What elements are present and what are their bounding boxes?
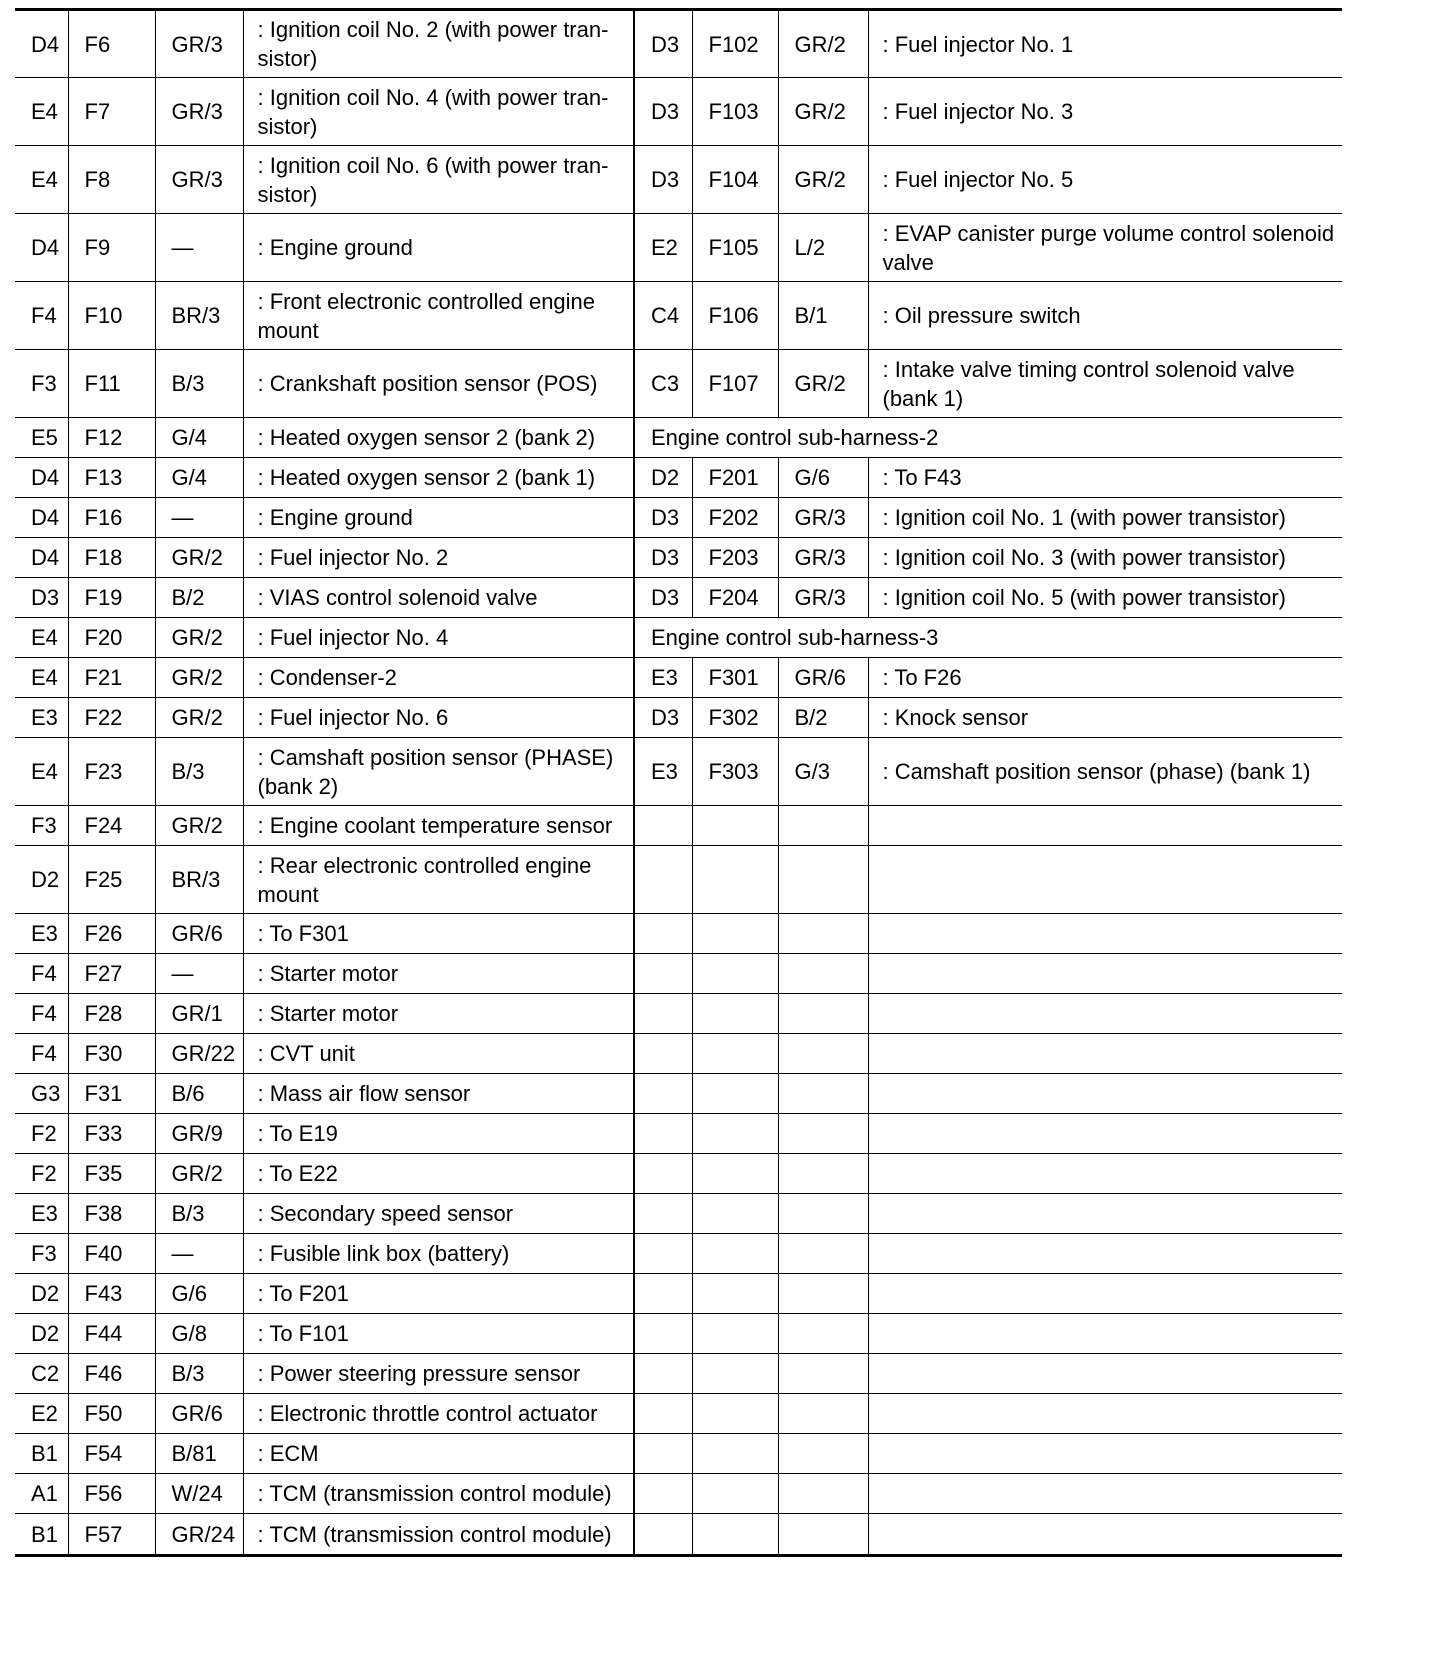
empty-cell bbox=[868, 806, 1342, 846]
connector-no-cell: F54 bbox=[68, 1434, 155, 1474]
grid-ref-cell: D3 bbox=[634, 78, 692, 146]
connector-no-cell: F20 bbox=[68, 618, 155, 658]
table-row bbox=[15, 214, 1342, 282]
empty-cell bbox=[868, 1194, 1342, 1234]
empty-cell bbox=[634, 1034, 692, 1074]
table-row bbox=[15, 1034, 1342, 1074]
grid-ref-cell: C2 bbox=[15, 1354, 68, 1394]
table-row bbox=[15, 418, 1342, 458]
connector-spec-cell: B/3 bbox=[155, 1354, 243, 1394]
description-cell: : Mass air flow sensor bbox=[243, 1074, 634, 1114]
grid-ref-cell: E2 bbox=[15, 1394, 68, 1434]
connector-no-cell: F6 bbox=[68, 10, 155, 78]
table-row bbox=[15, 618, 1342, 658]
grid-ref-cell: E4 bbox=[15, 658, 68, 698]
description-cell: : Fuel injector No. 3 bbox=[868, 78, 1342, 146]
connector-spec-cell: GR/22 bbox=[155, 1034, 243, 1074]
connector-spec-cell: G/4 bbox=[155, 458, 243, 498]
empty-cell bbox=[868, 1274, 1342, 1314]
table-row bbox=[15, 1314, 1342, 1354]
connector-spec-cell: B/2 bbox=[778, 698, 868, 738]
grid-ref-cell: D4 bbox=[15, 10, 68, 78]
empty-cell bbox=[868, 1154, 1342, 1194]
connector-spec-cell: B/6 bbox=[155, 1074, 243, 1114]
connector-spec-cell: GR/2 bbox=[778, 10, 868, 78]
empty-cell bbox=[634, 1114, 692, 1154]
grid-ref-cell: E3 bbox=[15, 914, 68, 954]
description-cell: : Ignition coil No. 4 (with power tran- sistor) bbox=[243, 78, 634, 146]
empty-cell bbox=[778, 1154, 868, 1194]
connector-no-cell: F201 bbox=[692, 458, 778, 498]
empty-cell bbox=[778, 1274, 868, 1314]
description-cell: : Condenser-2 bbox=[243, 658, 634, 698]
grid-ref-cell: D3 bbox=[634, 498, 692, 538]
grid-ref-cell: A1 bbox=[15, 1474, 68, 1514]
grid-ref-cell: D4 bbox=[15, 458, 68, 498]
connector-no-cell: F26 bbox=[68, 914, 155, 954]
connector-no-cell: F104 bbox=[692, 146, 778, 214]
description-cell: : Engine ground bbox=[243, 214, 634, 282]
connector-spec-cell: B/3 bbox=[155, 738, 243, 806]
empty-cell bbox=[692, 1234, 778, 1274]
description-cell: : To E22 bbox=[243, 1154, 634, 1194]
table-row bbox=[15, 994, 1342, 1034]
description-cell: : TCM (transmission control module) bbox=[243, 1474, 634, 1514]
description-cell: : Oil pressure switch bbox=[868, 282, 1342, 350]
empty-cell bbox=[692, 1154, 778, 1194]
empty-cell bbox=[868, 954, 1342, 994]
connector-no-cell: F30 bbox=[68, 1034, 155, 1074]
grid-ref-cell: B1 bbox=[15, 1514, 68, 1556]
grid-ref-cell: E2 bbox=[634, 214, 692, 282]
connector-spec-cell: G/8 bbox=[155, 1314, 243, 1354]
description-cell: : Knock sensor bbox=[868, 698, 1342, 738]
description-cell: : Ignition coil No. 5 (with power transistor) bbox=[868, 578, 1342, 618]
grid-ref-cell: E3 bbox=[15, 1194, 68, 1234]
connector-no-cell: F106 bbox=[692, 282, 778, 350]
empty-cell bbox=[692, 914, 778, 954]
connector-spec-cell: GR/2 bbox=[155, 1154, 243, 1194]
connector-spec-cell: B/3 bbox=[155, 350, 243, 418]
empty-cell bbox=[778, 846, 868, 914]
empty-cell bbox=[778, 994, 868, 1034]
empty-cell bbox=[778, 1354, 868, 1394]
empty-cell bbox=[634, 1514, 692, 1556]
connector-no-cell: F33 bbox=[68, 1114, 155, 1154]
table-row bbox=[15, 658, 1342, 698]
empty-cell bbox=[868, 1114, 1342, 1154]
description-cell: : VIAS control solenoid valve bbox=[243, 578, 634, 618]
table-row bbox=[15, 1394, 1342, 1434]
connector-no-cell: F204 bbox=[692, 578, 778, 618]
empty-cell bbox=[634, 1314, 692, 1354]
empty-cell bbox=[778, 1474, 868, 1514]
connector-no-cell: F46 bbox=[68, 1354, 155, 1394]
grid-ref-cell: E3 bbox=[634, 658, 692, 698]
table-row bbox=[15, 1234, 1342, 1274]
description-cell: : To F101 bbox=[243, 1314, 634, 1354]
connector-no-cell: F203 bbox=[692, 538, 778, 578]
table-row bbox=[15, 1274, 1342, 1314]
empty-cell bbox=[778, 1394, 868, 1434]
empty-cell bbox=[778, 1314, 868, 1354]
empty-cell bbox=[692, 1194, 778, 1234]
empty-cell bbox=[634, 846, 692, 914]
description-cell: : EVAP canister purge volume control solenoid valve bbox=[868, 214, 1342, 282]
connector-no-cell: F28 bbox=[68, 994, 155, 1034]
connector-spec-cell: GR/6 bbox=[778, 658, 868, 698]
grid-ref-cell: D3 bbox=[634, 538, 692, 578]
connector-no-cell: F19 bbox=[68, 578, 155, 618]
grid-ref-cell: E3 bbox=[634, 738, 692, 806]
description-cell: : CVT unit bbox=[243, 1034, 634, 1074]
connector-no-cell: F43 bbox=[68, 1274, 155, 1314]
connector-no-cell: F44 bbox=[68, 1314, 155, 1354]
empty-cell bbox=[692, 994, 778, 1034]
connector-spec-cell: B/81 bbox=[155, 1434, 243, 1474]
description-cell: : Electronic throttle control actuator bbox=[243, 1394, 634, 1434]
empty-cell bbox=[692, 1314, 778, 1354]
connector-no-cell: F35 bbox=[68, 1154, 155, 1194]
grid-ref-cell: F2 bbox=[15, 1114, 68, 1154]
connector-spec-cell: G/6 bbox=[778, 458, 868, 498]
connector-spec-cell: GR/3 bbox=[778, 578, 868, 618]
grid-ref-cell: E3 bbox=[15, 698, 68, 738]
empty-cell bbox=[868, 1234, 1342, 1274]
connector-spec-cell: BR/3 bbox=[155, 282, 243, 350]
grid-ref-cell: E5 bbox=[15, 418, 68, 458]
description-cell: : To F43 bbox=[868, 458, 1342, 498]
description-cell: : Camshaft position sensor (PHASE) (bank 2) bbox=[243, 738, 634, 806]
connector-no-cell: F50 bbox=[68, 1394, 155, 1434]
empty-cell bbox=[692, 1434, 778, 1474]
description-cell: : Fuel injector No. 1 bbox=[868, 10, 1342, 78]
connector-no-cell: F11 bbox=[68, 350, 155, 418]
description-cell: : To E19 bbox=[243, 1114, 634, 1154]
empty-cell bbox=[634, 1434, 692, 1474]
empty-cell bbox=[868, 1314, 1342, 1354]
description-cell: : Engine coolant temperature sensor bbox=[243, 806, 634, 846]
grid-ref-cell: D2 bbox=[15, 1274, 68, 1314]
description-cell: : Fuel injector No. 4 bbox=[243, 618, 634, 658]
connector-no-cell: F9 bbox=[68, 214, 155, 282]
empty-cell bbox=[868, 846, 1342, 914]
empty-cell bbox=[868, 914, 1342, 954]
connector-spec-cell: — bbox=[155, 498, 243, 538]
description-cell: : Intake valve timing control solenoid valve (bank 1) bbox=[868, 350, 1342, 418]
connector-no-cell: F56 bbox=[68, 1474, 155, 1514]
empty-cell bbox=[778, 1194, 868, 1234]
grid-ref-cell: G3 bbox=[15, 1074, 68, 1114]
connector-no-cell: F13 bbox=[68, 458, 155, 498]
empty-cell bbox=[634, 1234, 692, 1274]
connector-spec-cell: GR/2 bbox=[155, 698, 243, 738]
empty-cell bbox=[634, 1474, 692, 1514]
connector-spec-cell: GR/3 bbox=[155, 78, 243, 146]
table-row bbox=[15, 1074, 1342, 1114]
grid-ref-cell: F4 bbox=[15, 994, 68, 1034]
grid-ref-cell: D4 bbox=[15, 498, 68, 538]
description-cell: : Fuel injector No. 5 bbox=[868, 146, 1342, 214]
grid-ref-cell: F3 bbox=[15, 806, 68, 846]
connector-spec-cell: GR/3 bbox=[155, 10, 243, 78]
empty-cell bbox=[868, 1394, 1342, 1434]
description-cell: : Rear electronic controlled engine mount bbox=[243, 846, 634, 914]
connector-spec-cell: GR/6 bbox=[155, 1394, 243, 1434]
table-row bbox=[15, 698, 1342, 738]
table-row bbox=[15, 498, 1342, 538]
connector-spec-cell: GR/2 bbox=[155, 658, 243, 698]
empty-cell bbox=[778, 1034, 868, 1074]
connector-no-cell: F107 bbox=[692, 350, 778, 418]
connector-spec-cell: B/3 bbox=[155, 1194, 243, 1234]
empty-cell bbox=[778, 806, 868, 846]
empty-cell bbox=[634, 1354, 692, 1394]
empty-cell bbox=[634, 1194, 692, 1234]
empty-cell bbox=[692, 1274, 778, 1314]
table-row bbox=[15, 578, 1342, 618]
grid-ref-cell: E4 bbox=[15, 146, 68, 214]
description-cell: : Ignition coil No. 1 (with power transistor) bbox=[868, 498, 1342, 538]
grid-ref-cell: D2 bbox=[15, 846, 68, 914]
connector-no-cell: F25 bbox=[68, 846, 155, 914]
description-cell: : Fusible link box (battery) bbox=[243, 1234, 634, 1274]
connector-spec-cell: GR/3 bbox=[155, 146, 243, 214]
grid-ref-cell: D2 bbox=[634, 458, 692, 498]
empty-cell bbox=[778, 1114, 868, 1154]
grid-ref-cell: E4 bbox=[15, 78, 68, 146]
connector-spec-cell: GR/2 bbox=[155, 538, 243, 578]
grid-ref-cell: F2 bbox=[15, 1154, 68, 1194]
connector-no-cell: F22 bbox=[68, 698, 155, 738]
table-row bbox=[15, 10, 1342, 78]
table-row bbox=[15, 78, 1342, 146]
grid-ref-cell: F4 bbox=[15, 282, 68, 350]
grid-ref-cell: D3 bbox=[634, 146, 692, 214]
description-cell: : Power steering pressure sensor bbox=[243, 1354, 634, 1394]
table-row bbox=[15, 350, 1342, 418]
table-row bbox=[15, 282, 1342, 350]
table-row bbox=[15, 1114, 1342, 1154]
grid-ref-cell: D4 bbox=[15, 214, 68, 282]
connector-spec-cell: GR/2 bbox=[778, 350, 868, 418]
description-cell: : Secondary speed sensor bbox=[243, 1194, 634, 1234]
table-row bbox=[15, 846, 1342, 914]
connector-no-cell: F8 bbox=[68, 146, 155, 214]
description-cell: : Fuel injector No. 2 bbox=[243, 538, 634, 578]
empty-cell bbox=[692, 1394, 778, 1434]
table-row bbox=[15, 1194, 1342, 1234]
table-row bbox=[15, 914, 1342, 954]
grid-ref-cell: F4 bbox=[15, 1034, 68, 1074]
table-row bbox=[15, 1434, 1342, 1474]
connector-spec-cell: — bbox=[155, 954, 243, 994]
connector-no-cell: F302 bbox=[692, 698, 778, 738]
connector-no-cell: F57 bbox=[68, 1514, 155, 1556]
connector-spec-cell: B/1 bbox=[778, 282, 868, 350]
section-heading: Engine control sub-harness-3 bbox=[634, 618, 1342, 658]
grid-ref-cell: F3 bbox=[15, 1234, 68, 1274]
empty-cell bbox=[692, 806, 778, 846]
description-cell: : Ignition coil No. 6 (with power tran- sistor) bbox=[243, 146, 634, 214]
connector-spec-cell: GR/3 bbox=[778, 538, 868, 578]
empty-cell bbox=[868, 1034, 1342, 1074]
empty-cell bbox=[692, 954, 778, 994]
connector-spec-cell: GR/24 bbox=[155, 1514, 243, 1556]
connector-spec-cell: GR/2 bbox=[778, 78, 868, 146]
connector-spec-cell: G/6 bbox=[155, 1274, 243, 1314]
description-cell: : ECM bbox=[243, 1434, 634, 1474]
connector-spec-cell: B/2 bbox=[155, 578, 243, 618]
connector-spec-cell: BR/3 bbox=[155, 846, 243, 914]
grid-ref-cell: B1 bbox=[15, 1434, 68, 1474]
empty-cell bbox=[778, 1434, 868, 1474]
connector-no-cell: F23 bbox=[68, 738, 155, 806]
empty-cell bbox=[634, 1154, 692, 1194]
connector-spec-cell: L/2 bbox=[778, 214, 868, 282]
description-cell: : Front electronic controlled engine mount bbox=[243, 282, 634, 350]
description-cell: : Starter motor bbox=[243, 994, 634, 1034]
description-cell: : Camshaft position sensor (phase) (bank 1) bbox=[868, 738, 1342, 806]
empty-cell bbox=[634, 954, 692, 994]
empty-cell bbox=[692, 846, 778, 914]
connector-no-cell: F16 bbox=[68, 498, 155, 538]
empty-cell bbox=[634, 1394, 692, 1434]
empty-cell bbox=[778, 914, 868, 954]
connector-no-cell: F27 bbox=[68, 954, 155, 994]
empty-cell bbox=[868, 1514, 1342, 1556]
description-cell: : Heated oxygen sensor 2 (bank 2) bbox=[243, 418, 634, 458]
section-heading: Engine control sub-harness-2 bbox=[634, 418, 1342, 458]
description-cell: : Fuel injector No. 6 bbox=[243, 698, 634, 738]
empty-cell bbox=[868, 1074, 1342, 1114]
table-row bbox=[15, 1354, 1342, 1394]
table-row bbox=[15, 458, 1342, 498]
grid-ref-cell: F3 bbox=[15, 350, 68, 418]
description-cell: : TCM (transmission control module) bbox=[243, 1514, 634, 1556]
connector-spec-cell: — bbox=[155, 214, 243, 282]
empty-cell bbox=[634, 806, 692, 846]
table-row bbox=[15, 1514, 1342, 1556]
connector-no-cell: F18 bbox=[68, 538, 155, 578]
empty-cell bbox=[868, 994, 1342, 1034]
empty-cell bbox=[778, 1074, 868, 1114]
empty-cell bbox=[692, 1034, 778, 1074]
connector-no-cell: F105 bbox=[692, 214, 778, 282]
empty-cell bbox=[868, 1474, 1342, 1514]
grid-ref-cell: C4 bbox=[634, 282, 692, 350]
table-row bbox=[15, 738, 1342, 806]
connector-spec-cell: — bbox=[155, 1234, 243, 1274]
grid-ref-cell: F4 bbox=[15, 954, 68, 994]
description-cell: : To F26 bbox=[868, 658, 1342, 698]
table-row bbox=[15, 806, 1342, 846]
grid-ref-cell: D4 bbox=[15, 538, 68, 578]
grid-ref-cell: D3 bbox=[15, 578, 68, 618]
connector-no-cell: F303 bbox=[692, 738, 778, 806]
grid-ref-cell: D2 bbox=[15, 1314, 68, 1354]
empty-cell bbox=[634, 1274, 692, 1314]
connector-spec-cell: GR/1 bbox=[155, 994, 243, 1034]
connector-no-cell: F10 bbox=[68, 282, 155, 350]
description-cell: : Ignition coil No. 3 (with power transistor) bbox=[868, 538, 1342, 578]
description-cell: : To F301 bbox=[243, 914, 634, 954]
empty-cell bbox=[868, 1354, 1342, 1394]
empty-cell bbox=[634, 914, 692, 954]
connector-no-cell: F301 bbox=[692, 658, 778, 698]
description-cell: : Engine ground bbox=[243, 498, 634, 538]
connector-no-cell: F21 bbox=[68, 658, 155, 698]
connector-spec-cell: G/4 bbox=[155, 418, 243, 458]
table-row bbox=[15, 538, 1342, 578]
empty-cell bbox=[778, 954, 868, 994]
empty-cell bbox=[692, 1354, 778, 1394]
connector-no-cell: F12 bbox=[68, 418, 155, 458]
connector-no-cell: F40 bbox=[68, 1234, 155, 1274]
empty-cell bbox=[868, 1434, 1342, 1474]
connector-no-cell: F38 bbox=[68, 1194, 155, 1234]
connector-spec-cell: GR/3 bbox=[778, 498, 868, 538]
connector-spec-cell: GR/6 bbox=[155, 914, 243, 954]
connector-spec-cell: GR/2 bbox=[155, 806, 243, 846]
table-row bbox=[15, 954, 1342, 994]
empty-cell bbox=[634, 1074, 692, 1114]
empty-cell bbox=[692, 1514, 778, 1556]
description-cell: : Ignition coil No. 2 (with power tran- sistor) bbox=[243, 10, 634, 78]
connector-table bbox=[15, 8, 1342, 1557]
empty-cell bbox=[692, 1474, 778, 1514]
connector-no-cell: F202 bbox=[692, 498, 778, 538]
grid-ref-cell: D3 bbox=[634, 10, 692, 78]
description-cell: : To F201 bbox=[243, 1274, 634, 1314]
connector-spec-cell: GR/2 bbox=[155, 618, 243, 658]
grid-ref-cell: E4 bbox=[15, 738, 68, 806]
description-cell: : Starter motor bbox=[243, 954, 634, 994]
connector-spec-cell: GR/2 bbox=[778, 146, 868, 214]
table-row bbox=[15, 146, 1342, 214]
grid-ref-cell: C3 bbox=[634, 350, 692, 418]
empty-cell bbox=[692, 1074, 778, 1114]
grid-ref-cell: D3 bbox=[634, 698, 692, 738]
grid-ref-cell: D3 bbox=[634, 578, 692, 618]
connector-spec-cell: GR/9 bbox=[155, 1114, 243, 1154]
connector-spec-cell: G/3 bbox=[778, 738, 868, 806]
connector-no-cell: F103 bbox=[692, 78, 778, 146]
connector-spec-cell: W/24 bbox=[155, 1474, 243, 1514]
empty-cell bbox=[778, 1514, 868, 1556]
description-cell: : Heated oxygen sensor 2 (bank 1) bbox=[243, 458, 634, 498]
connector-no-cell: F102 bbox=[692, 10, 778, 78]
connector-no-cell: F31 bbox=[68, 1074, 155, 1114]
connector-no-cell: F7 bbox=[68, 78, 155, 146]
table-row bbox=[15, 1154, 1342, 1194]
empty-cell bbox=[634, 994, 692, 1034]
table-row bbox=[15, 1474, 1342, 1514]
empty-cell bbox=[778, 1234, 868, 1274]
grid-ref-cell: E4 bbox=[15, 618, 68, 658]
empty-cell bbox=[692, 1114, 778, 1154]
connector-no-cell: F24 bbox=[68, 806, 155, 846]
description-cell: : Crankshaft position sensor (POS) bbox=[243, 350, 634, 418]
